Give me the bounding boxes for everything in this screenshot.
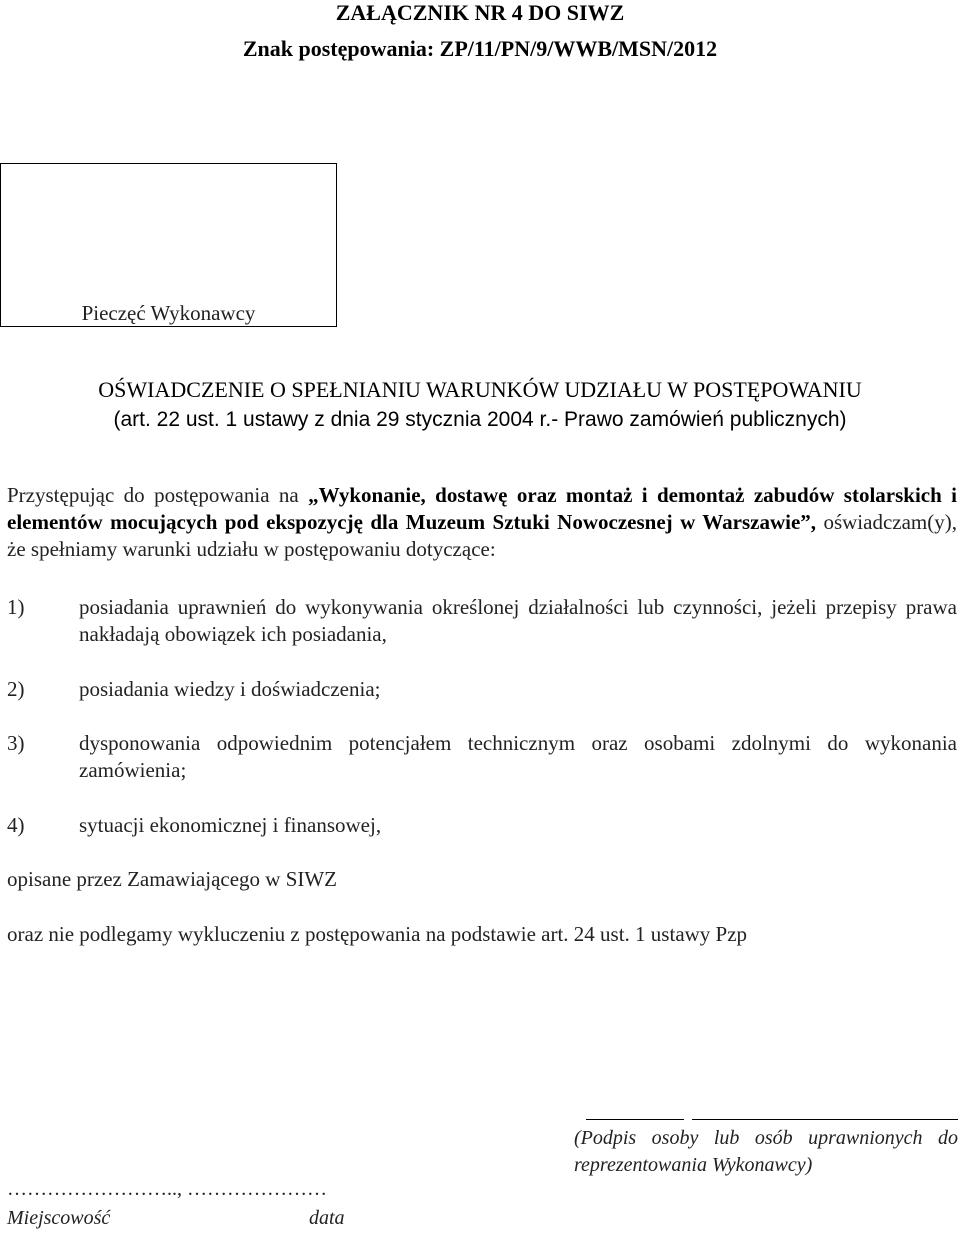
- list-item-text: dysponowania odpowiednim potencjałem technicznym oraz osobami zdolnymi do wykonania zamówienia;: [79, 731, 957, 782]
- declaration-title: OŚWIADCZENIE O SPEŁNIANIU WARUNKÓW UDZIAŁU W POSTĘPOWANIU: [98, 377, 862, 402]
- list-item-number: 1): [7, 595, 25, 619]
- signature-line: [586, 1119, 684, 1120]
- list-item-number: 2): [7, 677, 25, 701]
- list-item-text: posiadania uprawnień do wykonywania określonej działalności lub czynności, jeżeli przepisy prawa nakładają obowiązek ich posiadania,: [79, 595, 957, 646]
- list-item: [7, 676, 957, 703]
- signature-line: [692, 1119, 958, 1120]
- case-number: Znak postępowania: ZP/11/PN/9/WWB/MSN/2012: [242, 36, 718, 61]
- attachment-title: ZAŁĄCZNIK NR 4 DO SIWZ: [335, 0, 625, 25]
- intro-suffix: oświadczam(y), że spełniamy warunki udziału w postępowaniu dotyczące:: [7, 510, 957, 561]
- list-item: [7, 594, 957, 648]
- intro-paragraph: [7, 482, 957, 563]
- list-item-text: sytuacji ekonomicznej i finansowej,: [79, 813, 382, 837]
- contractor-stamp-label: Pieczęć Wykonawcy: [81, 301, 256, 325]
- place-date-dotted-line: …………………….., …………………: [7, 1178, 327, 1200]
- declaration-subtitle: (art. 22 ust. 1 ustawy z dnia 29 stycznia 2004 r.- Prawo zamówień publicznych): [113, 408, 847, 431]
- list-item-number: 3): [7, 731, 25, 755]
- list-item-number: 4): [7, 813, 25, 837]
- project-name: „Wykonanie, dostawę oraz montaż i demontaż zabudów stolarskich i elementów mocujących pod ekspozycję dla Muzeum Sztuki Nowoczesnej w Warszawie”,: [7, 483, 957, 534]
- described-by-client: opisane przez Zamawiającego w SIWZ: [7, 867, 338, 891]
- list-item: [7, 730, 957, 784]
- not-excluded-statement: oraz nie podlegamy wykluczeniu z postępowania na podstawie art. 24 ust. 1 ustawy Pzp: [7, 922, 748, 946]
- list-item: [7, 812, 957, 839]
- date-label: data: [309, 1207, 345, 1229]
- intro-prefix: Przystępując do postępowania na: [7, 483, 309, 507]
- signature-caption: (Podpis osoby lub osób uprawnionych do reprezentowania Wykonawcy): [574, 1127, 958, 1176]
- place-label: Miejscowość: [7, 1207, 111, 1229]
- list-item-text: posiadania wiedzy i doświadczenia;: [79, 677, 381, 701]
